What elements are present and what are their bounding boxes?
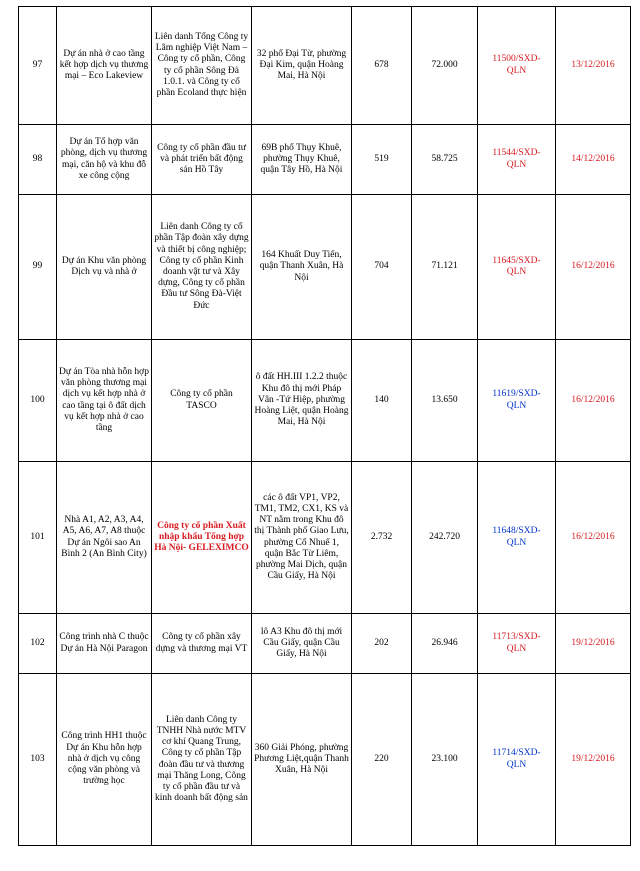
investor-name: Công ty cổ phần Xuất nhập khẩu Tổng hợp Hà Nội- GELEXIMCO — [152, 462, 252, 614]
table-row — [19, 125, 631, 195]
project-address: các ô đất VP1, VP2, TM1, TM2, CX1, KS và NT nằm trong Khu đô thị Thành phố Giao Lưu, phường Cổ Nhuế 1, quận Bắc Từ Liêm, phường Mai Dịch, quận Cầu Giấy, Hà Nội — [252, 462, 352, 614]
row-index: 97 — [19, 7, 57, 125]
row-index: 99 — [19, 195, 57, 340]
unit-count: 220 — [352, 674, 412, 846]
row-index: 102 — [19, 614, 57, 674]
document-date: 19/12/2016 — [556, 614, 631, 674]
floor-area: 23.100 — [412, 674, 478, 846]
table-row — [19, 7, 631, 125]
project-address: 32 phố Đại Từ, phường Đại Kim, quận Hoàng Mai, Hà Nội — [252, 7, 352, 125]
document-number-line1: 11645/SXD- — [492, 255, 541, 266]
table-row — [19, 614, 631, 674]
document-number-line2: QLN — [506, 267, 527, 277]
project-name: Công trình nhà C thuộc Dự án Hà Nội Paragon — [57, 614, 152, 674]
document-number-line2: QLN — [506, 400, 527, 411]
project-name: Nhà A1, A2, A3, A4, A5, A6, A7, A8 thuộc Dự án Ngôi sao An Bình 2 (An Bình City) — [57, 462, 152, 614]
document-number-line2: QLN — [506, 159, 527, 170]
investor-name: Công ty cổ phần TASCO — [152, 340, 252, 462]
floor-area: 71.121 — [412, 195, 478, 340]
row-index: 98 — [19, 125, 57, 195]
document-number — [478, 674, 556, 846]
unit-count: 2.732 — [352, 462, 412, 614]
document-date: 19/12/2016 — [556, 674, 631, 846]
project-address: 164 Khuất Duy Tiến, quận Thanh Xuân, Hà Nội — [252, 195, 352, 340]
row-index: 101 — [19, 462, 57, 614]
document-number-line1: 11619/SXD- — [492, 389, 541, 400]
table-row — [19, 674, 631, 846]
document-date: 13/12/2016 — [556, 7, 631, 125]
document-number — [478, 7, 556, 125]
document-date: 14/12/2016 — [556, 125, 631, 195]
project-address: 360 Giải Phóng, phường Phương Liệt,quận Thanh Xuân, Hà Nội — [252, 674, 352, 846]
unit-count: 678 — [352, 7, 412, 125]
row-index: 103 — [19, 674, 57, 846]
floor-area: 58.725 — [412, 125, 478, 195]
project-name: Dự án nhà ở cao tầng kết hợp dịch vụ thương mại – Eco Lakeview — [57, 7, 152, 125]
projects-table — [18, 6, 631, 846]
project-address: 69B phố Thụy Khuê, phường Thụy Khuê, quận Tây Hồ, Hà Nội — [252, 125, 352, 195]
project-address: lô A3 Khu đô thị mới Cầu Giấy, quận Cầu Giấy, Hà Nội — [252, 614, 352, 674]
unit-count: 140 — [352, 340, 412, 462]
document-number — [478, 462, 556, 614]
document-number-line1: 11544/SXD- — [492, 148, 541, 159]
table-row — [19, 462, 631, 614]
investor-name: Liên danh Công ty TNHH Nhà nước MTV cơ khí Quang Trung, Công ty cổ phần Tập đoàn đầu tư và thương mại Thăng Long, Công ty cổ phần đầu tư và kinh doanh bất động sản — [152, 674, 252, 846]
unit-count: 519 — [352, 125, 412, 195]
investor-name: Liên danh Tổng Công ty Lâm nghiệp Việt Nam – Công ty cổ phần, Công ty cổ phần Sông Đà 1.0.1. và Công ty cổ phần Ecoland thực hiện — [152, 7, 252, 125]
investor-name: Công ty cổ phần xây dựng và thương mại VT — [152, 614, 252, 674]
document-date: 16/12/2016 — [556, 195, 631, 340]
document-number-line1: 11500/SXD- — [492, 54, 541, 65]
document-number — [478, 340, 556, 462]
row-index: 100 — [19, 340, 57, 462]
document-number — [478, 125, 556, 195]
document-number-line2: QLN — [506, 537, 527, 548]
investor-name: Công ty cổ phần đầu tư và phát triển bất động sản Hồ Tây — [152, 125, 252, 195]
project-name: Dự án Tổ hợp văn phòng, dịch vụ thương mại, căn hộ và khu đỗ xe công cộng — [57, 125, 152, 195]
document-number-line1: 11713/SXD- — [492, 632, 541, 643]
floor-area: 13.650 — [412, 340, 478, 462]
document-number-line1: 11648/SXD- — [492, 526, 541, 537]
document-number-line2: QLN — [506, 65, 527, 76]
project-address: ô đất HH.III 1.2.2 thuộc Khu đô thị mới Pháp Vân -Tứ Hiệp, phường Hoàng Liệt, quận Hoàng Mai, Hà Nội — [252, 340, 352, 462]
floor-area: 242.720 — [412, 462, 478, 614]
floor-area: 26.946 — [412, 614, 478, 674]
table-body — [19, 7, 631, 846]
table-row — [19, 340, 631, 462]
project-name: Dự án Tòa nhà hỗn hợp văn phòng thương mại dịch vụ kết hợp nhà ở cao tầng tại ô đất dịch vụ kết hợp nhà ở cao tầng — [57, 340, 152, 462]
unit-count: 704 — [352, 195, 412, 340]
document-number — [478, 614, 556, 674]
investor-name: Liên danh Công ty cổ phần Tập đoàn xây dựng và thiết bị công nghiệp; Công ty cổ phần Kinh doanh vật tư và Xây dựng, Công ty cổ phần Đầu tư Sông Đà-Việt Đức — [152, 195, 252, 340]
document-number-line1: 11714/SXD- — [492, 748, 541, 759]
table-row — [19, 195, 631, 340]
unit-count: 202 — [352, 614, 412, 674]
document-date: 16/12/2016 — [556, 340, 631, 462]
document-date: 16/12/2016 — [556, 462, 631, 614]
project-name: Công trình HH1 thuộc Dự án Khu hỗn hợp nhà ở dịch vụ công cộng văn phòng và trường học — [57, 674, 152, 846]
document-number-line2: QLN — [506, 643, 527, 654]
document-number — [478, 195, 556, 340]
project-name: Dự án Khu văn phòng Dịch vụ và nhà ở — [57, 195, 152, 340]
floor-area: 72.000 — [412, 7, 478, 125]
document-number-line2: QLN — [506, 759, 527, 770]
